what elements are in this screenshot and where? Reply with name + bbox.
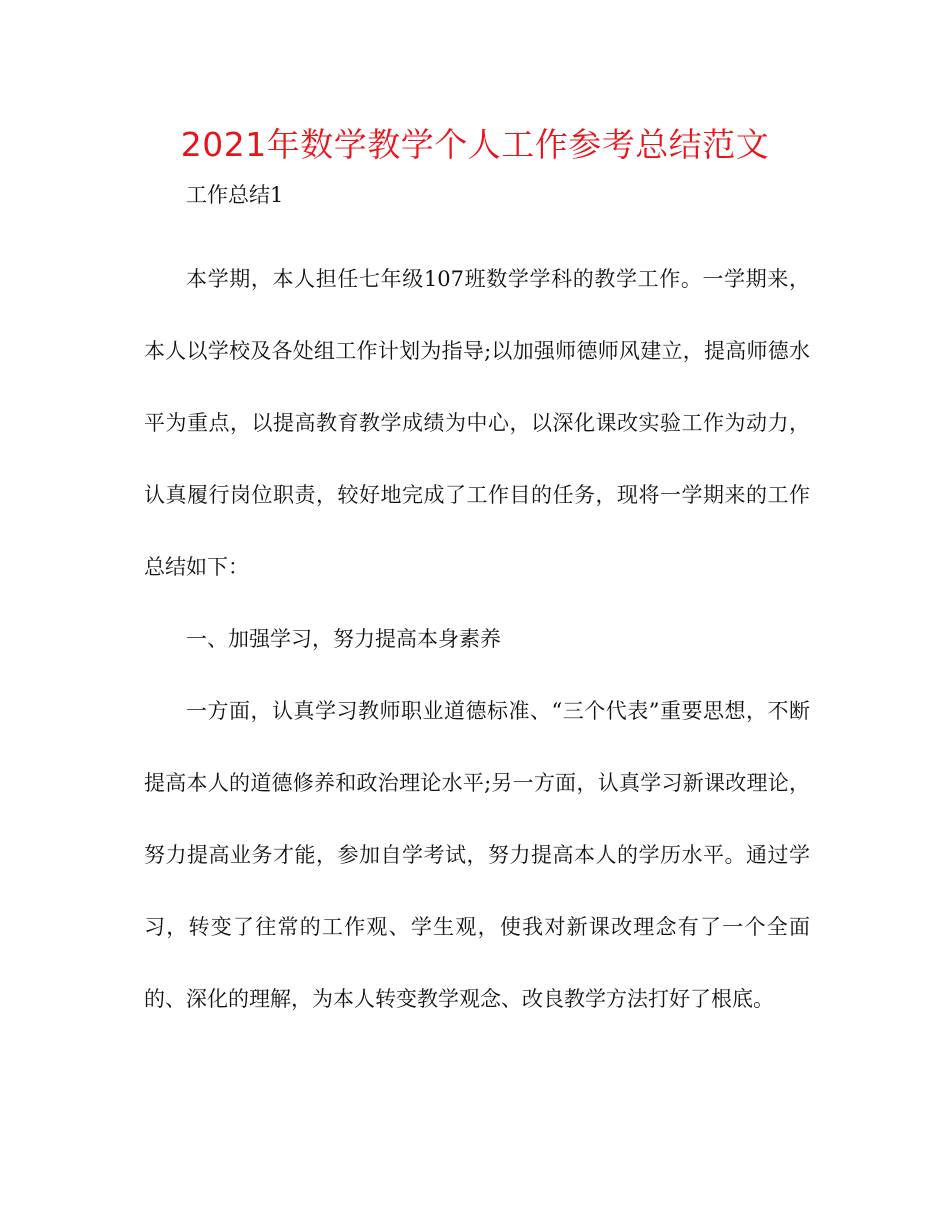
- document-title: 2021年数学教学个人工作参考总结范文: [180, 125, 770, 164]
- paragraph-1: 本学期，本人担任七年级107班数学学科的教学工作。一学期来，本人以学校及各处组工作计划为指导;以加强师德师风建立，提高师德水平为重点，以提高教育教学成绩为中心，以深化课改实验工作为动力，认真履行岗位职责，较好地完成了工作目的任务，现将一学期来的工作总结如下：: [144, 267, 810, 579]
- paragraph-2: 一方面，认真学习教师职业道德标准、“三个代表”重要思想，不断提高本人的道德修养和政治理论水平;另一方面，认真学习新课改理论，努力提高业务才能，参加自学考试，努力提高本人的学历水平。通过学习，转变了往常的工作观、学生观，使我对新课改理念有了一个全面的、深化的理解，为本人转变教学观念、改良教学方法打好了根底。: [144, 699, 810, 1011]
- spacer: [144, 215, 810, 243]
- subtitle: 工作总结1: [186, 183, 284, 207]
- document-body: [144, 175, 810, 1035]
- section-heading-1: 一、加强学习，努力提高本身素养: [186, 627, 501, 651]
